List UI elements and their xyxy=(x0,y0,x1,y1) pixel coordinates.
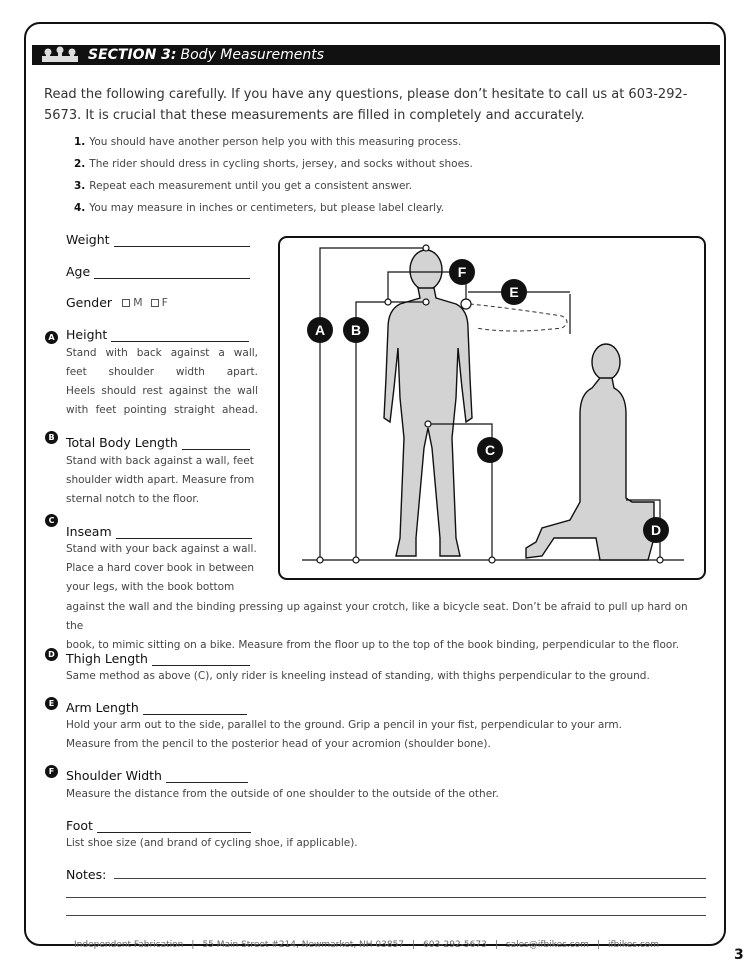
list-item: 2. The rider should dress in cycling shorts, jersey, and socks without shoes. xyxy=(74,158,473,170)
list-item: 1. You should have another person help you with this measuring process. xyxy=(74,136,462,148)
height-field: Height xyxy=(66,327,249,342)
notes-line-2[interactable] xyxy=(66,897,706,898)
notes-line-3[interactable] xyxy=(66,915,706,916)
diagram-badge-e xyxy=(501,279,527,305)
arm-length-input[interactable] xyxy=(143,703,247,715)
intro-text: Read the following carefully. If you have any questions, please don’t hesitate to call us at 603-292-5673. It is crucial that these measurements are filled in completely and accurately. xyxy=(44,87,688,123)
list-item: 4. You may measure in inches or centimeters, but please label clearly. xyxy=(74,202,445,214)
foot-description: List shoe size (and brand of cycling shoe, if applicable). xyxy=(66,837,358,849)
instruction-list xyxy=(74,134,534,222)
notes-field: Notes: xyxy=(66,867,107,882)
total-body-length-field: Total Body Length xyxy=(66,435,250,450)
svg-text:B: B xyxy=(350,322,362,338)
height-description: Stand with back against a wall, feet shoulder width apart. Heels should rest against the wall with feet pointing straight ahead. xyxy=(66,347,258,416)
total-body-length-input[interactable] xyxy=(182,438,250,450)
badge-f: F xyxy=(45,765,58,778)
foot-input[interactable] xyxy=(97,821,251,833)
gender-f-checkbox[interactable] xyxy=(151,299,159,307)
gender-m-checkbox[interactable] xyxy=(122,299,130,307)
height-input[interactable] xyxy=(111,330,249,342)
inseam-description: Stand with your back against a wall. Place a hard cover book in between your legs, with the book bottom xyxy=(66,543,257,593)
notes-line-1[interactable] xyxy=(114,878,706,879)
diagram-badge-d xyxy=(643,517,669,543)
arm-length-description: Hold your arm out to the side, parallel to the ground. Grip a pencil in your fist, perpendicular to your arm. Measure from the pencil to the posterior head of your acromion (shoulder bone). xyxy=(66,719,622,750)
list-item: 3. Repeat each measurement until you get a consistent answer. xyxy=(74,180,413,192)
section-header xyxy=(32,45,720,65)
total-body-length-description: Stand with back against a wall, feet shoulder width apart. Measure from sternal notch to the floor. xyxy=(66,455,255,505)
foot-field: Foot xyxy=(66,818,251,833)
svg-text:C: C xyxy=(484,442,496,458)
badge-a: A xyxy=(45,331,58,344)
weight-field: Weight xyxy=(66,232,250,247)
thigh-length-description: Same method as above (C), only rider is kneeling instead of standing, with thighs perpendicular to the ground. xyxy=(66,670,650,682)
page-number: 3 xyxy=(734,947,744,963)
thigh-length-input[interactable] xyxy=(152,654,250,666)
shoulder-width-input[interactable] xyxy=(166,771,248,783)
inseam-description-continued: against the wall and the binding pressing up against your crotch, like a bicycle seat. Don’t be afraid to pull up hard on the book, to mimic sitting on a bike. Measure from the floor up to the top of the book binding, perpendicular to the floor. xyxy=(66,601,688,651)
page-footer: Independent Fabrication | 55 Main Street #214, Newmarket, NH 03857 | 603-292-5673 | sales@ifbikes.com | ifbikes.com xyxy=(74,940,660,950)
svg-text:A: A xyxy=(314,322,326,338)
thigh-length-field: Thigh Length xyxy=(66,651,250,666)
svg-text:D: D xyxy=(650,522,662,538)
inseam-field: Inseam xyxy=(66,524,252,539)
gender-field: Gender M F xyxy=(66,295,168,310)
measurement-diagram xyxy=(278,236,706,580)
diagram-badge-c xyxy=(477,437,503,463)
badge-e: E xyxy=(45,697,58,710)
badge-d: D xyxy=(45,648,58,661)
crown-logo-icon xyxy=(40,46,80,64)
web-link[interactable]: ifbikes.com xyxy=(607,940,660,950)
shoulder-width-description: Measure the distance from the outside of one shoulder to the outside of the other. xyxy=(66,788,499,800)
svg-text:E: E xyxy=(509,284,519,300)
badge-c: C xyxy=(45,514,58,527)
age-field: Age xyxy=(66,264,250,279)
shoulder-width-field: Shoulder Width xyxy=(66,768,248,783)
body-figure-illustration xyxy=(280,238,704,578)
section-title: SECTION 3: Body Measurements xyxy=(88,47,325,63)
age-input[interactable] xyxy=(94,267,250,279)
diagram-badge-b xyxy=(343,317,369,343)
diagram-badge-a xyxy=(307,317,333,343)
badge-b: B xyxy=(45,431,58,444)
arm-length-field: Arm Length xyxy=(66,700,247,715)
diagram-badge-f xyxy=(449,259,475,285)
svg-text:F: F xyxy=(457,264,467,280)
email-link[interactable]: sales@ifbikes.com xyxy=(505,940,589,950)
weight-input[interactable] xyxy=(114,235,250,247)
inseam-input[interactable] xyxy=(116,527,252,539)
